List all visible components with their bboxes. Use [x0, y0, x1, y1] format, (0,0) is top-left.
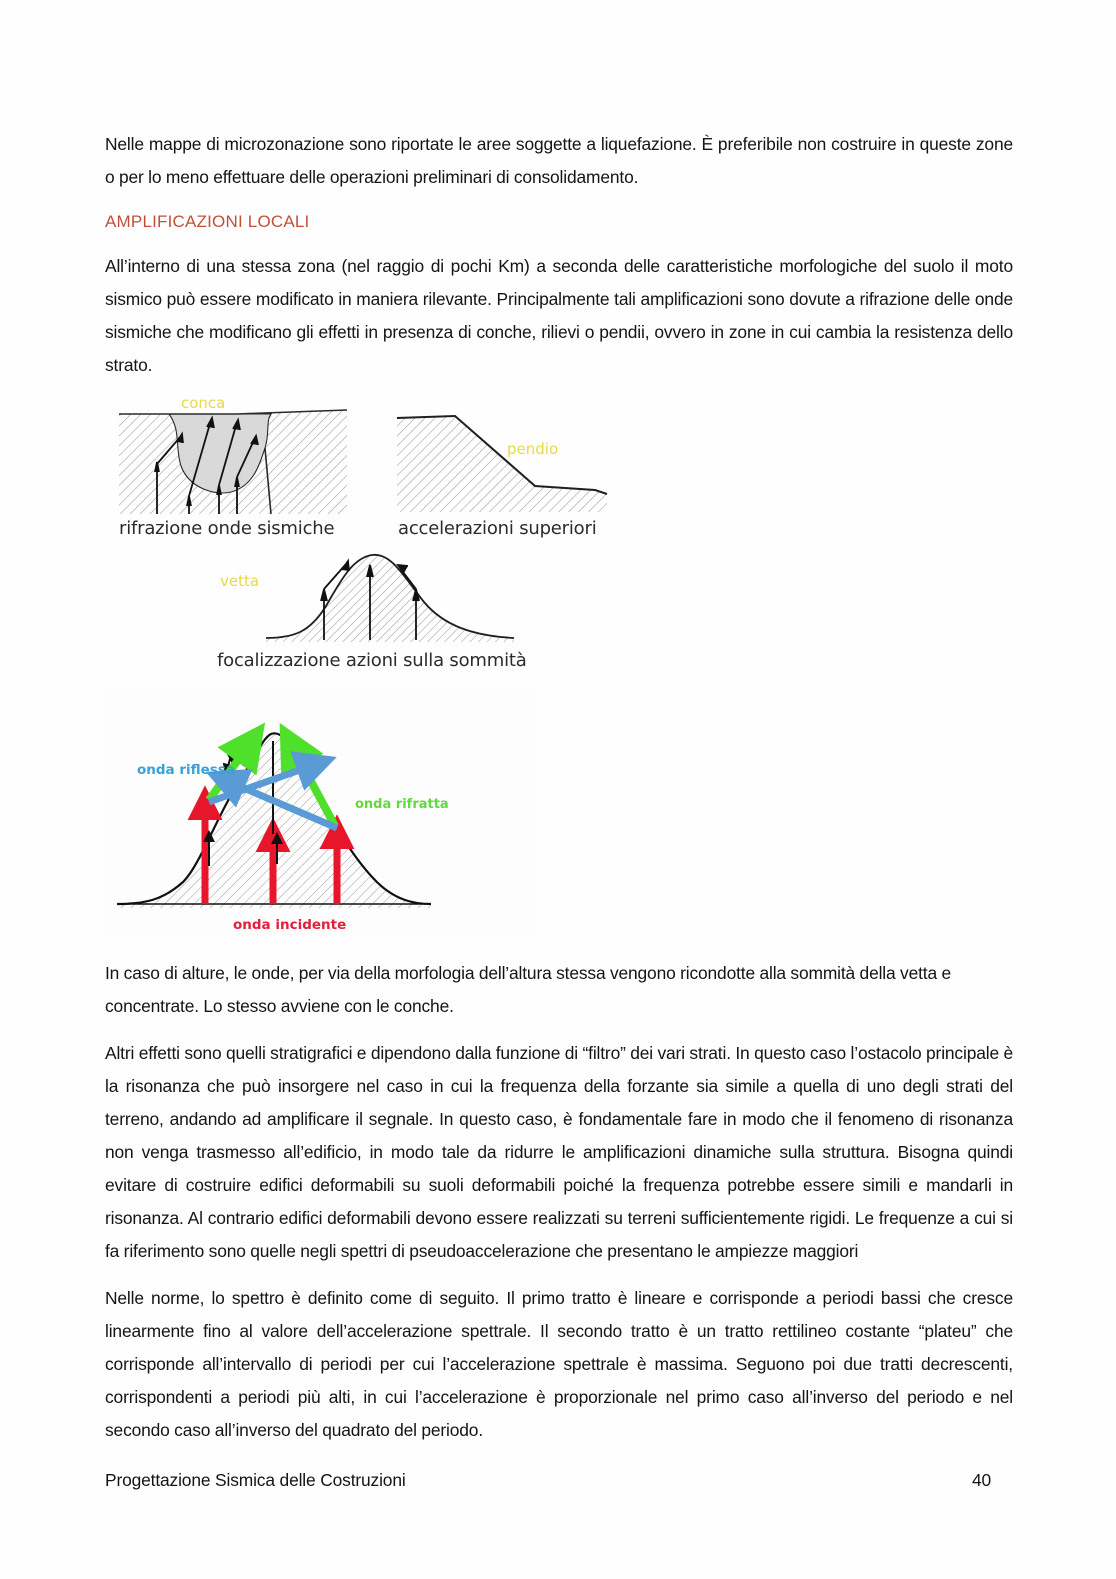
figure-row-middle — [105, 546, 1013, 686]
pendio-body-hatch — [397, 416, 607, 512]
paragraph-stratigrafici: Altri effetti sono quelli stratigrafici e dipendono dalla funzione di “filtro” dei vari strati. In questo caso l’ostacolo principale è la risonanza che può insorgere nel caso in cui la frequenza della forzante sia simile a quella di uno degli strati del terreno, andando ad amplificare il segnale. In questo caso, è fondamentale fare in modo che il fenomeno di risonanza non venga trasmesso all’edificio, in modo tale da ridurre le amplificazioni dinamiche sulla struttura. Bisogna quindi evitare di costruire edifici deformabili su suoli deformabili poiché la frequenza potrebbe essere simili e mandarli in risonanza. Al contrario edifici deformabili devono essere realizzati su terreni sufficientemente rigidi. Le frequenze a cui si fa riferimento sono quelle negli spettri di pseudoaccelerazione che presentano le ampiezze maggiori — [105, 1043, 1013, 1261]
paragraph-alture: In caso di alture, le onde, per via della morfologia dell’altura stessa vengono ricondotte alla sommità della vetta e concentrate. Lo stesso avviene con le conche. — [105, 963, 951, 1016]
caption-pendio: accelerazioni superiori — [398, 518, 597, 539]
paragraph-spettro: Nelle norme, lo spettro è definito come di seguito. Il primo tratto è lineare e corrisponde a periodi bassi che cresce linearmente fino al valore dell’accelerazione spettrale. Il secondo tratto è un tratto rettilineo costante “plateu” che corrisponde all’intervallo di periodi per cui l’accelerazione spettrale è massima. Seguono poi due tratti decrescenti, corrispondenti a periodi più alti, in cui l’accelerazione è proporzionale nel primo caso all’inverso del periodo e nel secondo caso all’inverso del quadrato del periodo. — [105, 1288, 1013, 1440]
section-heading-amplificazioni-locali: AMPLIFICAZIONI LOCALI — [105, 212, 310, 231]
footer-title: Progettazione Sismica delle Costruzioni — [105, 1470, 406, 1490]
caption-conca: rifrazione onde sismiche — [119, 518, 335, 539]
diagram-pendio — [395, 408, 607, 512]
label-onda-rifratta: onda rifratta — [355, 797, 449, 812]
pendio-label: pendio — [507, 440, 559, 458]
label-onda-riflessa: onda riflessa — [137, 762, 235, 778]
figure-row-bottom — [105, 686, 1013, 951]
caption-vetta: focalizzazione azioni sulla sommità — [217, 650, 527, 671]
diagram-conca — [119, 396, 347, 514]
page-footer — [105, 1470, 1013, 1491]
vetta-body-hatch — [266, 555, 514, 642]
figure-row-top — [105, 396, 1013, 546]
vetta-label: vetta — [220, 572, 260, 590]
label-onda-incidente: onda incidente — [233, 917, 347, 933]
figure-group — [105, 396, 1013, 951]
diagram-vetta — [220, 546, 520, 646]
document-body — [105, 128, 1013, 1461]
footer-page-number: 40 — [971, 1470, 991, 1490]
paragraph-amplificazioni: All’interno di una stessa zona (nel raggio di pochi Km) a seconda delle caratteristiche morfologiche del suolo il moto sismico può essere modificato in maniera rilevante. Principalmente tali amplificazioni sono dovute a rifrazione delle onde sismiche che modificano gli effetti in presenza di conche, rilievi o pendii, ovvero in zone in cui cambia la resistenza dello strato. — [105, 256, 1013, 375]
paragraph-intro: Nelle mappe di microzonazione sono riportate le aree soggette a liquefazione. È preferibile non costruire in queste zone o per lo meno effettuare delle operazioni preliminari di consolidamento. — [105, 134, 1013, 187]
diagram-wave-refraction — [105, 686, 535, 936]
conca-label: conca — [181, 394, 226, 412]
